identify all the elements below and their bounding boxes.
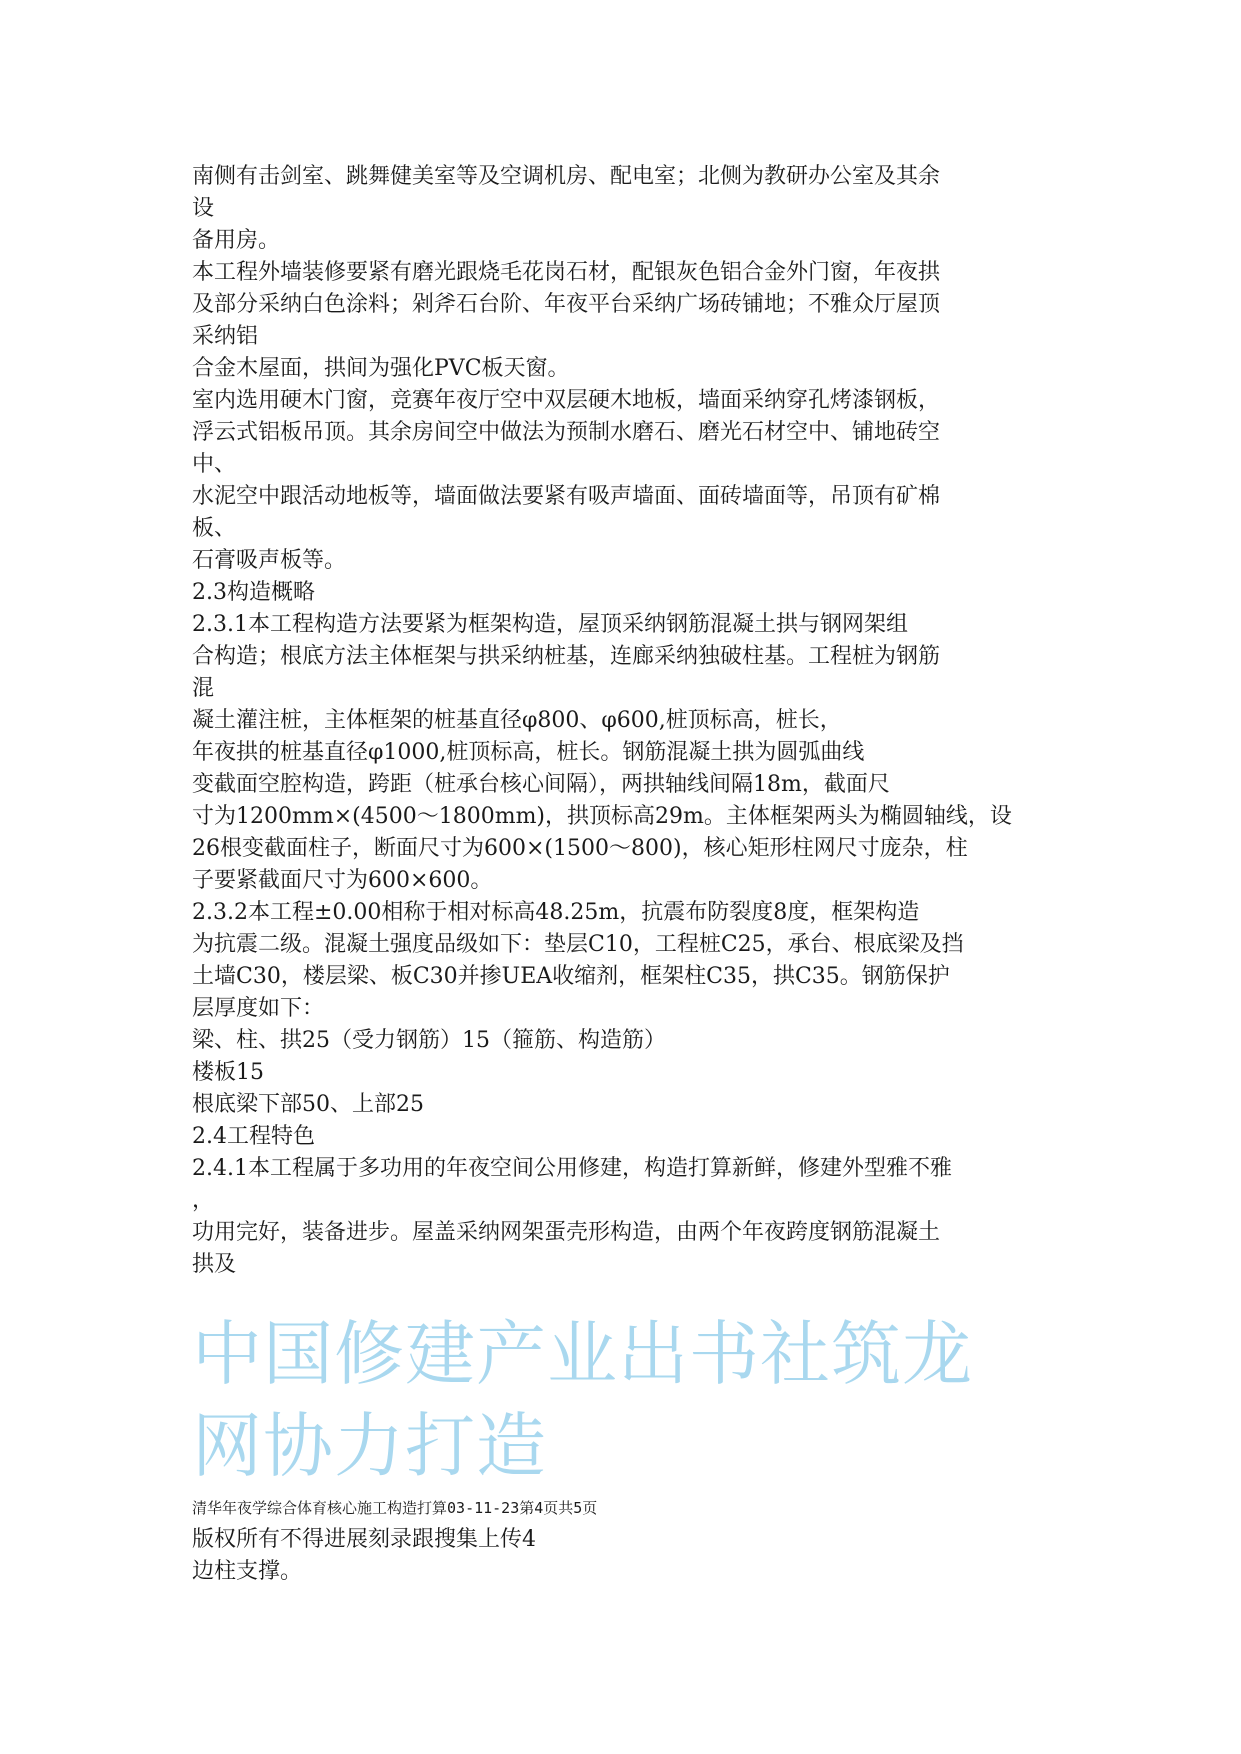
text-line: 采纳铝 <box>192 324 259 349</box>
text-line: 拱及 <box>192 1252 237 1277</box>
publisher-watermark <box>192 1308 1092 1492</box>
text-line: 合金木屋面，拱间为强化PVC板天窗。 <box>192 356 570 381</box>
text-line: 备用房。 <box>192 228 281 253</box>
section-heading: 2.3构造概略 <box>192 580 315 605</box>
watermark-line: 网协力打造 <box>192 1405 547 1487</box>
text-line: 室内选用硬木门窗，竞赛年夜厅空中双层硬木地板，墙面采纳穿孔烤漆钢板， <box>192 388 941 413</box>
text-line: 中、 <box>192 452 237 477</box>
text-line: 26根变截面柱子，断面尺寸为600×(1500～800)，核心矩形柱网尺寸庞杂，柱 <box>192 836 968 861</box>
text-line: 板、 <box>192 516 237 541</box>
running-header-note: 清华年夜学综合体育核心施工构造打算03-11-23第4页共5页 <box>192 1499 598 1517</box>
section-heading: 2.4工程特色 <box>192 1124 315 1149</box>
text-line: 2.4.1本工程属于多功用的年夜空间公用修建，构造打算新鲜，修建外型雅不雅 <box>192 1156 952 1181</box>
text-line: 本工程外墙装修要紧有磨光跟烧毛花岗石材，配银灰色铝合金外门窗，年夜拱 <box>192 260 941 285</box>
text-line: 石膏吸声板等。 <box>192 548 347 573</box>
text-line: 凝土灌注桩，主体框架的桩基直径φ800、φ600,桩顶标高，桩长， <box>192 708 842 733</box>
text-line: 为抗震二级。混凝土强度品级如下：垫层C10，工程桩C25，承台、根底梁及挡 <box>192 932 964 957</box>
text-line: 合构造；根底方法主体框架与拱采纳桩基，连廊采纳独破柱基。工程桩为钢筋 <box>192 644 941 669</box>
body-text <box>192 161 1072 1281</box>
text-line: 子要紧截面尺寸为600×600。 <box>192 868 493 893</box>
text-line: 边柱支撑。 <box>192 1559 303 1584</box>
text-line: 混 <box>192 676 215 701</box>
text-line: 功用完好，装备进步。屋盖采纳网架蛋壳形构造，由两个年夜跨度钢筋混凝土 <box>192 1220 941 1245</box>
text-line: 层厚度如下： <box>192 996 325 1021</box>
text-line: 水泥空中跟活动地板等，墙面做法要紧有吸声墙面、面砖墙面等，吊顶有矿棉 <box>192 484 941 509</box>
text-line: 南侧有击剑室、跳舞健美室等及空调机房、配电室；北侧为教研办公室及其余 <box>192 164 941 189</box>
text-line: 设 <box>192 196 215 221</box>
text-line: 梁、柱、拱25（受力钢筋）15（箍筋、构造筋） <box>192 1028 666 1053</box>
text-line: 2.3.1本工程构造方法要紧为框架构造，屋顶采纳钢筋混凝土拱与钢网架组 <box>192 612 908 637</box>
page-footer <box>192 1496 1072 1588</box>
text-line: 2.3.2本工程±0.00相称于相对标高48.25m，抗震布防裂度8度，框架构造 <box>192 900 920 925</box>
text-line: ， <box>192 1188 215 1213</box>
text-line: 寸为1200mm×(4500～1800mm)，拱顶标高29m。主体框架两头为椭圆轴线，设 <box>192 804 1012 829</box>
text-line: 变截面空腔构造，跨距（桩承台核心间隔），两拱轴线间隔18m，截面尺 <box>192 772 890 797</box>
watermark-line: 中国修建产业出书社筑龙 <box>192 1313 973 1395</box>
text-line: 根底梁下部50、上部25 <box>192 1092 424 1117</box>
text-line: 土墙C30，楼层梁、板C30并掺UEA收缩剂，框架柱C35，拱C35。钢筋保护 <box>192 964 950 989</box>
copyright-line: 版权所有不得进展刻录跟搜集上传4 <box>192 1527 536 1552</box>
text-line: 浮云式铝板吊顶。其余房间空中做法为预制水磨石、磨光石材空中、铺地砖空 <box>192 420 941 445</box>
text-line: 楼板15 <box>192 1060 264 1085</box>
text-line: 及部分采纳白色涂料；剁斧石台阶、年夜平台采纳广场砖铺地；不雅众厅屋顶 <box>192 292 941 317</box>
text-line: 年夜拱的桩基直径φ1000,桩顶标高，桩长。钢筋混凝土拱为圆弧曲线 <box>192 740 865 765</box>
